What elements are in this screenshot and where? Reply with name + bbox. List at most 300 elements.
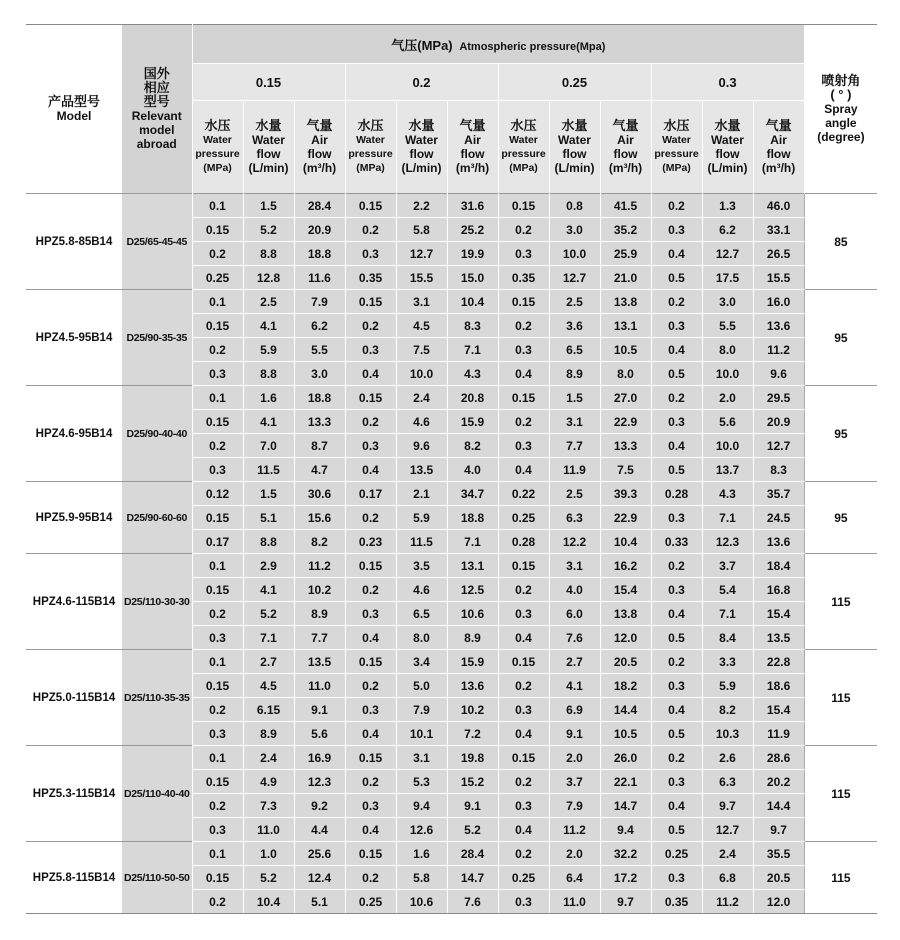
value-cell: 3.0 bbox=[294, 362, 345, 386]
water-flow-header-cn: 水量 bbox=[714, 118, 741, 133]
value-cell: 3.3 bbox=[702, 650, 753, 674]
value-cell: 18.6 bbox=[753, 674, 804, 698]
value-cell: 25.6 bbox=[294, 842, 345, 866]
value-cell: 0.2 bbox=[192, 890, 243, 914]
value-cell: 13.3 bbox=[294, 410, 345, 434]
value-cell: 0.2 bbox=[345, 410, 396, 434]
value-cell: 28.6 bbox=[753, 746, 804, 770]
value-cell: 11.0 bbox=[243, 818, 294, 842]
value-cell: 2.4 bbox=[396, 386, 447, 410]
value-cell: 12.7 bbox=[549, 266, 600, 290]
value-cell: 0.3 bbox=[651, 674, 702, 698]
value-cell: 0.3 bbox=[651, 770, 702, 794]
value-cell: 9.1 bbox=[549, 722, 600, 746]
value-cell: 4.3 bbox=[702, 482, 753, 506]
value-cell: 12.0 bbox=[753, 890, 804, 914]
value-cell: 15.2 bbox=[447, 770, 498, 794]
value-cell: 13.5 bbox=[753, 626, 804, 650]
value-cell: 15.4 bbox=[753, 698, 804, 722]
value-cell: 0.2 bbox=[651, 746, 702, 770]
value-cell: 7.7 bbox=[549, 434, 600, 458]
value-cell: 0.2 bbox=[192, 602, 243, 626]
value-cell: 11.2 bbox=[294, 554, 345, 578]
value-cell: 15.5 bbox=[396, 266, 447, 290]
value-cell: 0.5 bbox=[651, 626, 702, 650]
value-cell: 0.2 bbox=[192, 698, 243, 722]
value-cell: 0.3 bbox=[651, 506, 702, 530]
value-cell: 0.25 bbox=[498, 506, 549, 530]
value-cell: 6.2 bbox=[294, 314, 345, 338]
value-cell: 11.0 bbox=[549, 890, 600, 914]
value-cell: 3.7 bbox=[702, 554, 753, 578]
spray-angle-cell: 115 bbox=[804, 554, 877, 650]
value-cell: 28.4 bbox=[447, 842, 498, 866]
model-cell: HPZ5.0-115B14 bbox=[26, 650, 122, 746]
water-flow-header bbox=[243, 101, 294, 194]
value-cell: 9.7 bbox=[702, 794, 753, 818]
water-pressure-header-cn: 水压 bbox=[663, 118, 690, 133]
value-cell: 2.7 bbox=[549, 650, 600, 674]
value-cell: 18.8 bbox=[294, 242, 345, 266]
value-cell: 3.0 bbox=[702, 290, 753, 314]
air-pressure-value-header: 0.15 bbox=[192, 64, 345, 101]
value-cell: 16.8 bbox=[753, 578, 804, 602]
value-cell: 6.8 bbox=[702, 866, 753, 890]
water-flow-header bbox=[396, 101, 447, 194]
air-flow-header bbox=[753, 101, 804, 194]
value-cell: 46.0 bbox=[753, 194, 804, 218]
value-cell: 11.2 bbox=[702, 890, 753, 914]
spray-angle-cell: 95 bbox=[804, 386, 877, 482]
model-cell: HPZ5.3-115B14 bbox=[26, 746, 122, 842]
value-cell: 0.2 bbox=[498, 770, 549, 794]
water-pressure-header bbox=[345, 101, 396, 194]
value-cell: 10.5 bbox=[600, 338, 651, 362]
abroad-model-cell: D25/65-45-45 bbox=[122, 194, 192, 290]
value-cell: 16.0 bbox=[753, 290, 804, 314]
value-cell: 12.3 bbox=[294, 770, 345, 794]
value-cell: 0.2 bbox=[498, 218, 549, 242]
value-cell: 15.6 bbox=[294, 506, 345, 530]
value-cell: 0.1 bbox=[192, 554, 243, 578]
value-cell: 0.15 bbox=[192, 314, 243, 338]
value-cell: 0.3 bbox=[498, 602, 549, 626]
value-cell: 0.4 bbox=[345, 362, 396, 386]
value-cell: 8.8 bbox=[243, 362, 294, 386]
value-cell: 15.4 bbox=[600, 578, 651, 602]
value-cell: 0.2 bbox=[651, 194, 702, 218]
value-cell: 0.5 bbox=[651, 818, 702, 842]
value-cell: 3.7 bbox=[549, 770, 600, 794]
value-cell: 13.1 bbox=[447, 554, 498, 578]
value-cell: 7.6 bbox=[549, 626, 600, 650]
value-cell: 1.6 bbox=[396, 842, 447, 866]
value-cell: 0.15 bbox=[498, 650, 549, 674]
spray-angle-cell: 115 bbox=[804, 746, 877, 842]
spray-nozzle-spec-table bbox=[26, 24, 877, 914]
value-cell: 30.6 bbox=[294, 482, 345, 506]
value-cell: 0.15 bbox=[498, 194, 549, 218]
value-cell: 4.1 bbox=[549, 674, 600, 698]
value-cell: 0.15 bbox=[192, 506, 243, 530]
value-cell: 16.2 bbox=[600, 554, 651, 578]
value-cell: 5.3 bbox=[396, 770, 447, 794]
value-cell: 0.4 bbox=[498, 362, 549, 386]
value-cell: 5.8 bbox=[396, 218, 447, 242]
value-cell: 10.1 bbox=[396, 722, 447, 746]
value-cell: 12.7 bbox=[702, 242, 753, 266]
value-cell: 0.3 bbox=[192, 626, 243, 650]
value-cell: 20.2 bbox=[753, 770, 804, 794]
value-cell: 8.2 bbox=[294, 530, 345, 554]
value-cell: 8.0 bbox=[396, 626, 447, 650]
table-row bbox=[26, 650, 877, 674]
value-cell: 10.2 bbox=[294, 578, 345, 602]
value-cell: 6.3 bbox=[549, 506, 600, 530]
value-cell: 0.2 bbox=[345, 218, 396, 242]
value-cell: 3.1 bbox=[549, 554, 600, 578]
value-cell: 0.4 bbox=[651, 698, 702, 722]
value-cell: 16.9 bbox=[294, 746, 345, 770]
value-cell: 2.0 bbox=[549, 842, 600, 866]
abroad-column-header bbox=[122, 25, 192, 194]
value-cell: 0.5 bbox=[651, 266, 702, 290]
value-cell: 2.1 bbox=[396, 482, 447, 506]
table-row bbox=[26, 194, 877, 218]
value-cell: 0.3 bbox=[498, 338, 549, 362]
value-cell: 0.15 bbox=[498, 386, 549, 410]
value-cell: 12.0 bbox=[600, 626, 651, 650]
value-cell: 0.15 bbox=[345, 842, 396, 866]
value-cell: 2.0 bbox=[549, 746, 600, 770]
value-cell: 4.7 bbox=[294, 458, 345, 482]
value-cell: 13.7 bbox=[702, 458, 753, 482]
value-cell: 35.5 bbox=[753, 842, 804, 866]
value-cell: 3.6 bbox=[549, 314, 600, 338]
value-cell: 2.5 bbox=[549, 290, 600, 314]
value-cell: 11.6 bbox=[294, 266, 345, 290]
value-cell: 15.0 bbox=[447, 266, 498, 290]
value-cell: 5.2 bbox=[243, 218, 294, 242]
value-cell: 0.2 bbox=[192, 338, 243, 362]
value-cell: 0.4 bbox=[651, 242, 702, 266]
value-cell: 20.9 bbox=[294, 218, 345, 242]
value-cell: 9.2 bbox=[294, 794, 345, 818]
model-cell: HPZ4.6-115B14 bbox=[26, 554, 122, 650]
value-cell: 22.8 bbox=[753, 650, 804, 674]
value-cell: 0.28 bbox=[498, 530, 549, 554]
value-cell: 5.2 bbox=[447, 818, 498, 842]
value-cell: 19.8 bbox=[447, 746, 498, 770]
abroad-model-cell: D25/110-30-30 bbox=[122, 554, 192, 650]
value-cell: 7.0 bbox=[243, 434, 294, 458]
value-cell: 0.4 bbox=[345, 458, 396, 482]
value-cell: 7.2 bbox=[447, 722, 498, 746]
value-cell: 0.3 bbox=[345, 242, 396, 266]
value-cell: 12.3 bbox=[702, 530, 753, 554]
table-row bbox=[26, 386, 877, 410]
value-cell: 6.9 bbox=[549, 698, 600, 722]
value-cell: 0.15 bbox=[345, 290, 396, 314]
value-cell: 10.2 bbox=[447, 698, 498, 722]
spray-angle-column-header bbox=[804, 25, 877, 194]
value-cell: 4.1 bbox=[243, 578, 294, 602]
value-cell: 11.0 bbox=[294, 674, 345, 698]
value-cell: 7.9 bbox=[294, 290, 345, 314]
value-cell: 13.6 bbox=[447, 674, 498, 698]
value-cell: 3.4 bbox=[396, 650, 447, 674]
value-cell: 0.28 bbox=[651, 482, 702, 506]
value-cell: 0.3 bbox=[345, 794, 396, 818]
value-cell: 0.2 bbox=[345, 770, 396, 794]
value-cell: 13.1 bbox=[600, 314, 651, 338]
value-cell: 0.5 bbox=[651, 722, 702, 746]
abroad-header-cn: 国外 相应 型号 bbox=[143, 66, 170, 109]
value-cell: 0.3 bbox=[651, 410, 702, 434]
value-cell: 0.4 bbox=[498, 626, 549, 650]
value-cell: 28.4 bbox=[294, 194, 345, 218]
value-cell: 0.25 bbox=[498, 866, 549, 890]
value-cell: 5.1 bbox=[243, 506, 294, 530]
value-cell: 10.6 bbox=[396, 890, 447, 914]
value-cell: 8.3 bbox=[447, 314, 498, 338]
value-cell: 20.5 bbox=[600, 650, 651, 674]
value-cell: 0.3 bbox=[345, 434, 396, 458]
value-cell: 9.7 bbox=[600, 890, 651, 914]
value-cell: 0.3 bbox=[651, 218, 702, 242]
value-cell: 5.2 bbox=[243, 602, 294, 626]
value-cell: 33.1 bbox=[753, 218, 804, 242]
air-pressure-header-en: Atmospheric pressure(Mpa) bbox=[459, 40, 606, 53]
value-cell: 2.4 bbox=[702, 842, 753, 866]
value-cell: 8.8 bbox=[243, 530, 294, 554]
value-cell: 0.4 bbox=[498, 458, 549, 482]
value-cell: 0.2 bbox=[192, 434, 243, 458]
value-cell: 0.3 bbox=[651, 314, 702, 338]
water-flow-header-en: Water flow (L/min) bbox=[554, 133, 595, 175]
water-pressure-header-en: Water pressure (MPa) bbox=[348, 134, 393, 174]
value-cell: 8.8 bbox=[243, 242, 294, 266]
value-cell: 9.1 bbox=[447, 794, 498, 818]
air-pressure-value-header: 0.3 bbox=[651, 64, 804, 101]
value-cell: 0.8 bbox=[549, 194, 600, 218]
value-cell: 13.8 bbox=[600, 290, 651, 314]
air-flow-header-en: Air flow (m³/h) bbox=[761, 133, 796, 175]
value-cell: 26.0 bbox=[600, 746, 651, 770]
value-cell: 0.2 bbox=[345, 506, 396, 530]
value-cell: 0.3 bbox=[192, 458, 243, 482]
value-cell: 7.5 bbox=[600, 458, 651, 482]
value-cell: 22.9 bbox=[600, 410, 651, 434]
value-cell: 9.4 bbox=[600, 818, 651, 842]
value-cell: 0.35 bbox=[345, 266, 396, 290]
water-pressure-header bbox=[192, 101, 243, 194]
value-cell: 4.5 bbox=[243, 674, 294, 698]
value-cell: 0.2 bbox=[498, 842, 549, 866]
water-flow-header-cn: 水量 bbox=[561, 118, 588, 133]
value-cell: 4.9 bbox=[243, 770, 294, 794]
value-cell: 35.7 bbox=[753, 482, 804, 506]
value-cell: 8.2 bbox=[702, 698, 753, 722]
value-cell: 0.1 bbox=[192, 746, 243, 770]
spray-header-cn: 喷射角 ( ° ) bbox=[821, 73, 861, 102]
spray-nozzle-spec-table-container bbox=[26, 24, 877, 914]
value-cell: 5.6 bbox=[294, 722, 345, 746]
value-cell: 25.9 bbox=[600, 242, 651, 266]
water-pressure-header-cn: 水压 bbox=[510, 118, 537, 133]
model-cell: HPZ5.8-85B14 bbox=[26, 194, 122, 290]
table-row bbox=[26, 554, 877, 578]
value-cell: 0.15 bbox=[192, 866, 243, 890]
value-cell: 10.4 bbox=[447, 290, 498, 314]
value-cell: 0.3 bbox=[498, 890, 549, 914]
water-pressure-header-en: Water pressure (MPa) bbox=[654, 134, 699, 174]
value-cell: 3.1 bbox=[549, 410, 600, 434]
value-cell: 11.2 bbox=[549, 818, 600, 842]
value-cell: 25.2 bbox=[447, 218, 498, 242]
value-cell: 4.1 bbox=[243, 410, 294, 434]
value-cell: 0.4 bbox=[651, 794, 702, 818]
value-cell: 10.6 bbox=[447, 602, 498, 626]
value-cell: 22.1 bbox=[600, 770, 651, 794]
value-cell: 8.9 bbox=[447, 626, 498, 650]
value-cell: 10.3 bbox=[702, 722, 753, 746]
water-flow-header-en: Water flow (L/min) bbox=[248, 133, 289, 175]
value-cell: 3.1 bbox=[396, 290, 447, 314]
water-pressure-header-cn: 水压 bbox=[204, 118, 231, 133]
water-flow-header-en: Water flow (L/min) bbox=[707, 133, 748, 175]
value-cell: 10.0 bbox=[549, 242, 600, 266]
air-pressure-header bbox=[192, 25, 804, 64]
value-cell: 11.2 bbox=[753, 338, 804, 362]
value-cell: 18.8 bbox=[447, 506, 498, 530]
value-cell: 8.9 bbox=[243, 722, 294, 746]
value-cell: 9.6 bbox=[753, 362, 804, 386]
value-cell: 0.35 bbox=[651, 890, 702, 914]
value-cell: 12.5 bbox=[447, 578, 498, 602]
value-cell: 0.3 bbox=[192, 722, 243, 746]
value-cell: 6.2 bbox=[702, 218, 753, 242]
value-cell: 31.6 bbox=[447, 194, 498, 218]
value-cell: 8.9 bbox=[549, 362, 600, 386]
value-cell: 0.1 bbox=[192, 650, 243, 674]
value-cell: 0.2 bbox=[498, 578, 549, 602]
air-flow-header-cn: 气量 bbox=[459, 118, 486, 133]
value-cell: 10.4 bbox=[600, 530, 651, 554]
value-cell: 0.1 bbox=[192, 386, 243, 410]
value-cell: 14.4 bbox=[753, 794, 804, 818]
value-cell: 0.3 bbox=[345, 698, 396, 722]
value-cell: 0.15 bbox=[345, 746, 396, 770]
air-flow-header-en: Air flow (m³/h) bbox=[608, 133, 643, 175]
value-cell: 17.2 bbox=[600, 866, 651, 890]
value-cell: 4.0 bbox=[447, 458, 498, 482]
value-cell: 11.9 bbox=[753, 722, 804, 746]
value-cell: 10.0 bbox=[702, 434, 753, 458]
abroad-model-cell: D25/90-35-35 bbox=[122, 290, 192, 386]
value-cell: 24.5 bbox=[753, 506, 804, 530]
value-cell: 14.4 bbox=[600, 698, 651, 722]
value-cell: 35.2 bbox=[600, 218, 651, 242]
water-flow-header-en: Water flow (L/min) bbox=[401, 133, 442, 175]
value-cell: 7.3 bbox=[243, 794, 294, 818]
value-cell: 1.5 bbox=[243, 194, 294, 218]
value-cell: 13.6 bbox=[753, 314, 804, 338]
value-cell: 12.2 bbox=[549, 530, 600, 554]
value-cell: 34.7 bbox=[447, 482, 498, 506]
value-cell: 1.0 bbox=[243, 842, 294, 866]
abroad-header-en: Relevant model abroad bbox=[131, 109, 182, 151]
value-cell: 13.6 bbox=[753, 530, 804, 554]
value-cell: 5.1 bbox=[294, 890, 345, 914]
value-cell: 0.3 bbox=[651, 866, 702, 890]
value-cell: 0.22 bbox=[498, 482, 549, 506]
abroad-model-cell: D25/110-35-35 bbox=[122, 650, 192, 746]
value-cell: 5.5 bbox=[294, 338, 345, 362]
value-cell: 14.7 bbox=[600, 794, 651, 818]
value-cell: 10.4 bbox=[243, 890, 294, 914]
value-cell: 0.3 bbox=[345, 602, 396, 626]
value-cell: 8.2 bbox=[447, 434, 498, 458]
value-cell: 1.3 bbox=[702, 194, 753, 218]
model-cell: HPZ5.8-115B14 bbox=[26, 842, 122, 914]
value-cell: 15.9 bbox=[447, 650, 498, 674]
value-cell: 2.0 bbox=[702, 386, 753, 410]
value-cell: 0.2 bbox=[498, 410, 549, 434]
value-cell: 21.0 bbox=[600, 266, 651, 290]
value-cell: 20.9 bbox=[753, 410, 804, 434]
air-pressure-header-cn: 气压(MPa) bbox=[391, 37, 453, 53]
value-cell: 2.9 bbox=[243, 554, 294, 578]
value-cell: 6.0 bbox=[549, 602, 600, 626]
value-cell: 8.9 bbox=[294, 602, 345, 626]
value-cell: 0.3 bbox=[345, 338, 396, 362]
value-cell: 2.2 bbox=[396, 194, 447, 218]
value-cell: 0.5 bbox=[651, 458, 702, 482]
value-cell: 5.9 bbox=[243, 338, 294, 362]
value-cell: 12.8 bbox=[243, 266, 294, 290]
value-cell: 6.15 bbox=[243, 698, 294, 722]
value-cell: 0.4 bbox=[651, 338, 702, 362]
value-cell: 39.3 bbox=[600, 482, 651, 506]
value-cell: 0.2 bbox=[345, 578, 396, 602]
value-cell: 0.2 bbox=[651, 290, 702, 314]
value-cell: 15.9 bbox=[447, 410, 498, 434]
air-pressure-value-header: 0.25 bbox=[498, 64, 651, 101]
value-cell: 8.4 bbox=[702, 626, 753, 650]
value-cell: 0.2 bbox=[498, 314, 549, 338]
value-cell: 0.3 bbox=[192, 362, 243, 386]
water-pressure-header-en: Water pressure (MPa) bbox=[195, 134, 240, 174]
value-cell: 0.4 bbox=[345, 626, 396, 650]
value-cell: 0.3 bbox=[192, 818, 243, 842]
value-cell: 8.0 bbox=[600, 362, 651, 386]
air-flow-header-en: Air flow (m³/h) bbox=[455, 133, 490, 175]
value-cell: 6.5 bbox=[396, 602, 447, 626]
model-cell: HPZ5.9-95B14 bbox=[26, 482, 122, 554]
value-cell: 12.7 bbox=[396, 242, 447, 266]
value-cell: 4.5 bbox=[396, 314, 447, 338]
value-cell: 13.8 bbox=[600, 602, 651, 626]
value-cell: 2.5 bbox=[243, 290, 294, 314]
value-cell: 12.7 bbox=[702, 818, 753, 842]
value-cell: 7.7 bbox=[294, 626, 345, 650]
value-cell: 2.6 bbox=[702, 746, 753, 770]
abroad-model-cell: D25/90-60-60 bbox=[122, 482, 192, 554]
air-flow-header bbox=[294, 101, 345, 194]
value-cell: 22.9 bbox=[600, 506, 651, 530]
value-cell: 18.4 bbox=[753, 554, 804, 578]
